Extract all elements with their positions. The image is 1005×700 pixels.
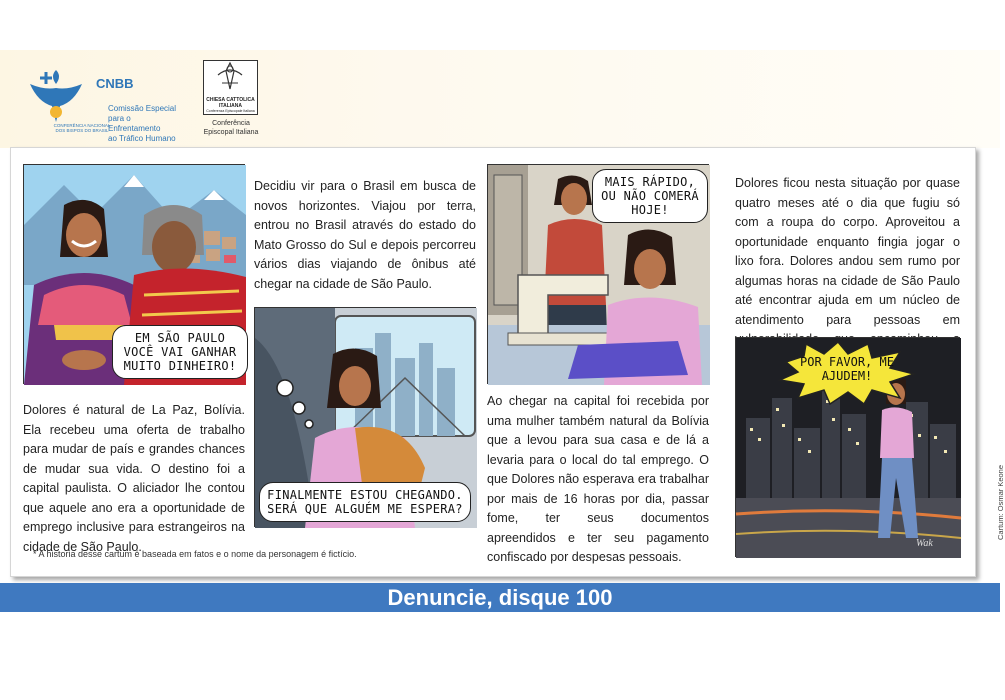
commission-name [108,104,178,144]
panel-escape [735,337,960,557]
speech-bubble-thought: FINALMENTE ESTOU CHEGANDO. SERÁ QUE ALGUÉM ME ESPERA? [259,482,471,522]
commission-line: para o Enfrentamento [108,114,161,133]
speech-bubble-recruiter: EM SÃO PAULO VOCÊ VAI GANHAR MUITO DINHEIRO! [112,325,248,379]
story-text-2: Decidiu vir para o Brasil em busca de novos horizontes. Viajou por terra, entrou no Brasil através do estado do Mato Grosso do Sul e depois percorreu vários dias viajando de ônibus até chegar na cidade de São Paulo. [254,179,476,291]
cei-caption [197,119,265,137]
footnote: * A historia desse cartum é baseada em fatos e o nome da personagem é fictício. [33,549,357,559]
speech-burst-help [792,355,902,383]
help-text: POR FAVOR, ME AJUDEM! [800,355,894,383]
cei-logo [203,60,258,115]
cnbb-dove-logo [26,62,96,132]
panel-bus-arrival [254,307,476,527]
story-text-1: Dolores é natural de La Paz, Bolívia. Ela recebeu uma oferta de trabalho para mudar de país e grandes chances de mudar sua vida. O destino foi a capital paulista. O aliciador lhe contou que aquele ano era a oportunidade de emprego inclusive para estrangeiros na cidade de São Paulo. [23,403,245,554]
speech-bubble-boss: MAIS RÁPIDO, OU NÃO COMERÁ HOJE! [592,169,708,223]
cnbb-title: CNBB [96,76,134,91]
comic-card [10,147,1005,577]
cei-badge-line: Conferenza Episcopale Italiana [206,109,255,113]
cnbb-subtitle: CONFERÊNCIA NACIONAL DOS BISPOS DO BRASIL [53,123,111,133]
story-text-3: Ao chegar na capital foi recebida por uma mulher também natural da Bolívia que a levou para sua casa e de lá a levaria para o local do tal emprego. O que Dolores não esperava era trabalhar por mais de 16 horas por dia, passar fome, ter seus documentos apreendidos e ter seu pagamento confiscado por despesas pessoais. [487,394,709,564]
cei-caption-line: Conferência [212,120,250,127]
cei-emblem-icon [204,61,256,93]
cei-badge-line: CHIESA CATTOLICA [206,97,255,103]
panel-recruitment [23,164,245,384]
panel-sweatshop [487,164,709,384]
story-text-4: Dolores ficou nesta situação por quase quatro meses até o dia que fugiu só com a roupa do corpo. Aproveitou a oportunidade enquanto fingia jogar o lixo fora. Dolores andou sem rumo por algumas horas na cidade de São Paulo até encontrar ajuda em um núcleo de atendimento para pessoas em [735,176,960,327]
cei-badge-line: ITALIANA [219,102,242,109]
cei-caption-line: Episcopal Italiana [203,129,259,136]
commission-line: Comissão Especial [108,104,177,113]
artist-signature: Wak [916,538,933,549]
cartoon-credit: Cartum: Osmar Keone [996,464,1005,540]
commission-line: ao Tráfico Humano [108,134,176,143]
hotline-text: Denuncie, disque 100 [387,585,613,610]
cei-badge-text [204,98,257,115]
